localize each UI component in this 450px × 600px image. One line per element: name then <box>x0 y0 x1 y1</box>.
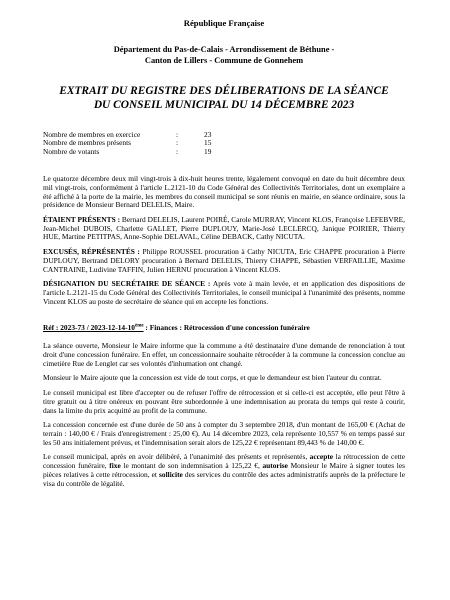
secretary-text: Après vote à main levée, et en application des dispositions de l'article L.2121-15 du Code Général des Collectivités Territoriales, le conseil municipal à l'unanimité des présents, nomme Vincent KLOS au poste de secrétaire de séance qui en accepte les fonctions. <box>43 279 405 306</box>
decision-text-c: la rétrocession de cette concession funéraire, <box>43 452 406 471</box>
excused-list: Philippe ROUSSEL procuration à Cathy NICUTA, Eric CHAPPE procuration à Pierre DUPLOUY, Bertrand DELORY procuration à Bernard DELELIS, Thierry CHAPPE, Sébastien VERFAILLIE, Maxime CANTRAINE, Ludivine TAFFIN, Julien HERNU procuration à Vincent KLOS. <box>43 247 405 274</box>
count-separator: : <box>176 146 179 156</box>
reference-subject: Finances : Rétrocession d'une concession funéraire <box>147 323 310 333</box>
decision-fixe: fixe <box>109 461 121 471</box>
count-row-voters <box>43 148 211 156</box>
excused-members-paragraph <box>43 248 405 274</box>
department-heading <box>43 44 405 66</box>
document-title-line-2: DU CONSEIL MUNICIPAL DU 14 DÉCEMBRE 2023 <box>93 99 355 111</box>
body-paragraph-4: La concession concernée est d'une durée de 50 ans à compter du 3 septembre 2018, d'un montant de 165,00 € (Achat de terrain : 140,00 € / Frais d'enregistrement : 25,00 €). Au 14 décembre 2023, cela représente 10,557 % en temps passé sur les 50 ans initialement prévus, et l'indemnisation serait alors de 125,22 € représentant 89,443 % de 140,00 €. <box>43 420 405 447</box>
decision-text-g: Monsieur le Maire à signer toutes les pièces relatives à cette rétrocession, et <box>43 461 406 479</box>
department-line-1: Département du Pas-de-Calais - Arrondissement de Béthune - <box>113 45 335 54</box>
decision-accepte: accepte <box>309 452 334 462</box>
reference-suffix: ème <box>134 323 144 329</box>
body-paragraph-3: Le conseil municipal est libre d'accepter ou de refuser l'offre de rétrocession et si celle-ci est acceptée, elle peut l'être à titre gratuit ou à titre onéreux en pouvant être subordonnée à une indemnisation au prorata du temps qui reste à courir, dans la limite du prix acquitté au profit de la commune. <box>43 388 405 415</box>
count-value: 15 <box>204 138 212 148</box>
department-line-2: Canton de Lillers - Commune de Gonnehem <box>144 56 304 65</box>
count-label: Nombre de membres en exercice <box>43 130 141 139</box>
count-value: 19 <box>204 146 212 156</box>
document-title <box>43 84 405 112</box>
body-paragraph-1: La séance ouverte, Monsieur le Maire informe que la commune a été destinataire d'une demande de renonciation à tout droit d'une concession funéraire. En effet, un concessionnaire souhaite rétrocéder à la commune la concession conclue au cimetière Rue de Lenglet car ses volontés d'inhumation ont changé. <box>43 341 405 368</box>
republic-heading: République Française <box>183 18 265 28</box>
decision-text-i: des services du contrôle des actes administratifs auprès de la préfecture le visa du contrôle de légalité. <box>43 469 406 488</box>
decision-paragraph <box>43 453 405 488</box>
count-value: 23 <box>204 130 212 139</box>
decision-text-a: Le conseil municipal, après en avoir délibéré, à l'unanimité des présents et représentés, <box>43 452 310 462</box>
decision-sollicite: sollicite <box>159 469 183 479</box>
document-title-line-1: EXTRAIT DU REGISTRE DES DÉLIBERATIONS DE LA SÉANCE <box>59 85 389 97</box>
reference-colon: : <box>143 323 148 333</box>
member-counts-table <box>43 131 211 156</box>
deliberation-reference <box>43 323 405 332</box>
present-label: ÉTAIENT PRÉSENTS : <box>43 215 121 225</box>
intro-paragraph: Le quatorze décembre deux mil vingt-trois à dix-huit heures trente, légalement convoqué en date du huit décembre deux mil vingt-trois, conformément à l'article L.2121-10 du Code Général des Collectivités Territoriales, dont un exemplaire a été affiché à la porte de la mairie, les membres du conseil municipal se sont réunis en mairie, en séance ordinaire, sous la présidence de Monsieur Bernard DELELIS, Maire. <box>43 174 405 210</box>
present-list: Bernard DELELIS, Laurent POIRÉ, Carole MURRAY, Vincent KLOS, Françoise LEFEBVRE, Jean-Michel DUBOIS, Charlette GALLET, Pierre DUPLOUY, Marie-José LECLERCQ, Janique POIRIER, Thierry HUE, Martine PETITPAS, Anne-Sophie DELAVAL, Céline DEBACK, Cathy NICUTA. <box>43 215 405 242</box>
present-members-paragraph <box>43 216 405 242</box>
secretary-paragraph <box>43 280 405 306</box>
secretary-label: DÉSIGNATION DU SECRÉTAIRE DE SÉANCE : <box>43 279 211 289</box>
decision-text-e: le montant de son indemnisation à 125,22 €, <box>120 461 263 471</box>
count-separator: : <box>176 130 179 139</box>
count-label: Nombre de votants <box>43 146 100 156</box>
reference-code: Réf : 2023-73 / 2023-12-14-10 <box>43 323 135 333</box>
count-label: Nombre de membres présents <box>43 138 132 148</box>
body-paragraph-2: Monsieur le Maire ajoute que la concession est vide de tout corps, et que le demandeur est bien l'auteur du contrat. <box>43 373 382 383</box>
excused-label: EXCUSÉS, RÉPRÉSENTÉS : <box>43 247 140 257</box>
reference-number <box>43 323 144 332</box>
decision-autorise: autorise <box>262 461 288 471</box>
count-separator: : <box>176 138 179 148</box>
